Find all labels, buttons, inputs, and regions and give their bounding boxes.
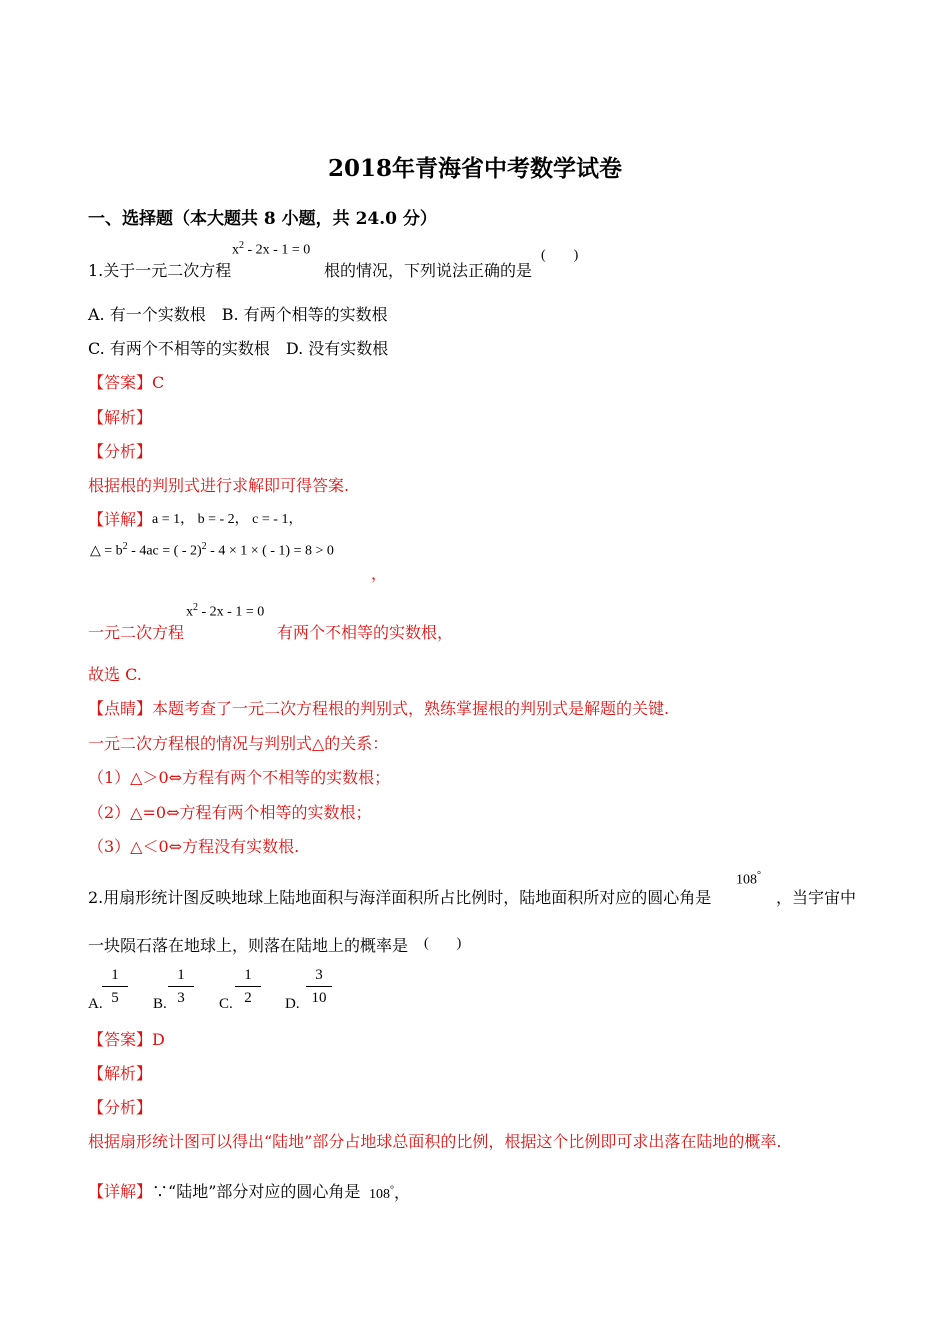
- q1-dianjing: [88, 696, 669, 719]
- q1-options-row2: C. 有两个不相等的实数根 D. 没有实数根: [88, 339, 389, 358]
- q2-detail-angle-value: 108: [369, 1187, 390, 1202]
- q2-option-b-den: 3: [177, 990, 185, 1006]
- q1-fenxi-tag: 【分析】: [88, 442, 153, 461]
- q2-degree-symbol: °: [757, 870, 761, 881]
- q2-answer-tag: 【答案】: [88, 1030, 153, 1049]
- q2-stem-part-a: 2.用扇形统计图反映地球上陆地面积与海洋面积所占比例时，陆地面积所对应的圆心角是: [88, 888, 712, 907]
- q1-answer-tag: 【答案】: [88, 373, 153, 392]
- q1-xiangjie-tag: 【详解】: [88, 510, 153, 529]
- q1-concl-eq-base: x: [186, 604, 193, 620]
- q2-xiangjie-tag: 【详解】: [88, 1182, 153, 1201]
- q2-jiexi-tag: 【解析】: [88, 1064, 153, 1083]
- q2-option-a-label: A.: [88, 996, 103, 1012]
- fraction-bar: [102, 986, 128, 987]
- q2-angle-value: 108: [736, 872, 757, 888]
- q2-detail-text: ∵“陆地”部分对应的圆心角是: [152, 1182, 361, 1201]
- page-title: 2018年青海省中考数学试卷: [327, 155, 622, 182]
- q2-analysis: 根据扇形统计图可以得出“陆地”部分占地球总面积的比例，根据这个比例即可求出落在陆地的概率.: [88, 1132, 782, 1151]
- q2-fenxi-tag: 【分析】: [88, 1098, 153, 1117]
- q1-conclusion-b: 有两个不相等的实数根，: [277, 623, 454, 642]
- fraction-bar: [168, 986, 194, 987]
- q1-comma: ，: [371, 564, 388, 583]
- q1-blank: ( ): [541, 248, 579, 263]
- q2-option-c-num: 1: [244, 967, 252, 983]
- q1-delta-b: - 4ac = ( - 2): [127, 543, 202, 559]
- q1-delta-exp2: 2: [201, 541, 207, 552]
- q1-eq-base: x: [232, 242, 239, 258]
- q2-option-c-label: C.: [219, 996, 233, 1012]
- q1-eq-exp: 2: [239, 240, 244, 251]
- q2-option-d-num: 3: [315, 967, 323, 983]
- q1-concl-eq-exp: 2: [193, 602, 198, 613]
- q1-eq-rest: - 2x - 1 = 0: [244, 242, 311, 258]
- q2-detail-comma: ，: [394, 1185, 411, 1202]
- q2-detail-angle: [369, 1180, 410, 1203]
- q2-blank: ( ): [424, 936, 462, 951]
- q2-option-a-fraction: [102, 966, 128, 1007]
- q1-delta-exp1: 2: [122, 541, 128, 552]
- q1-discriminant: [90, 541, 334, 560]
- q1-options-row1: A. 有一个实数根 B. 有两个相等的实数根: [88, 305, 388, 324]
- q1-stem-part-a: 1.关于一元二次方程: [88, 261, 232, 280]
- q2-angle: [736, 870, 761, 889]
- fraction-bar: [306, 986, 332, 987]
- q1-answer: [88, 370, 164, 393]
- q1-delta-c: - 4 × 1 × ( - 1) = 8 > 0: [206, 543, 334, 559]
- q1-dianjing-tag: 【点睛】: [88, 699, 153, 718]
- q1-relation: 一元二次方程根的情况与判别式△的关系：: [88, 734, 389, 753]
- q1-stem-part-b: 根的情况，下列说法正确的是: [324, 261, 533, 280]
- q2-option-b-fraction: [168, 966, 194, 1007]
- section-heading: 一、选择题（本大题共 8 小题，共 24.0 分）: [88, 209, 437, 229]
- fraction-bar: [235, 986, 261, 987]
- q1-jiexi-tag: 【解析】: [88, 408, 153, 427]
- q1-case1: （1）△＞0⇔方程有两个不相等的实数根；: [88, 768, 391, 787]
- q1-conclusion-equation: [186, 602, 264, 621]
- q1-case2: （2）△=0⇔方程有两个相等的实数根；: [88, 803, 372, 822]
- q1-answer-value: C: [152, 373, 165, 392]
- q1-equation: [232, 240, 310, 259]
- q2-option-d-den: 10: [311, 990, 327, 1006]
- q2-option-b-num: 1: [177, 967, 185, 983]
- q2-option-b-label: B.: [153, 996, 167, 1012]
- q2-option-c-den: 2: [244, 990, 252, 1006]
- q1-concl-eq-rest: - 2x - 1 = 0: [198, 604, 265, 620]
- q1-coefficients: a = 1， b = - 2， c = - 1，: [152, 512, 303, 527]
- q2-option-d-label: D.: [285, 996, 300, 1012]
- q2-stem-line2: 一块陨石落在地球上，则落在陆地上的概率是: [88, 936, 409, 955]
- q1-conclusion-a: 一元二次方程: [88, 623, 185, 642]
- q1-case3: （3）△＜0⇔方程没有实数根.: [88, 837, 300, 856]
- q2-detail-degree-symbol: °: [390, 1184, 394, 1196]
- q1-dianjing-text: 本题考查了一元二次方程根的判别式，熟练掌握根的判别式是解题的关键.: [152, 699, 670, 718]
- q2-option-a-num: 1: [111, 967, 119, 983]
- q2-option-c-fraction: [235, 966, 261, 1007]
- q1-analysis: 根据根的判别式进行求解即可得答案.: [88, 476, 350, 495]
- q2-option-d-fraction: [306, 966, 332, 1007]
- q1-choose: 故选 C.: [88, 665, 142, 684]
- q2-stem-part-b: ，当宇宙中: [776, 888, 857, 907]
- q2-answer: [88, 1027, 165, 1050]
- q1-stem-text: [88, 258, 231, 281]
- q1-delta-a: △ = b: [90, 543, 123, 559]
- q2-answer-value: D: [152, 1030, 165, 1049]
- q2-detail: [88, 1179, 360, 1202]
- q2-option-a-den: 5: [111, 990, 119, 1006]
